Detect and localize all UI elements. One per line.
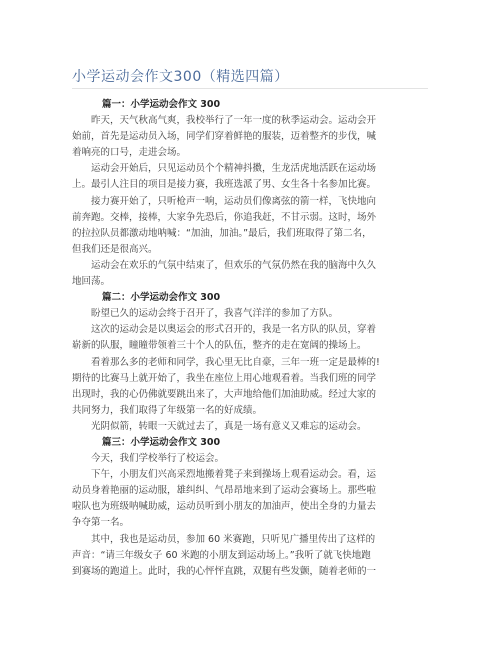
paragraph-line: 光阴似箭，转眼一天就过去了，真是一场有意义又难忘的运动会。 bbox=[91, 420, 367, 432]
paragraph-line: 上。最引人注目的项目是接力赛，我班选派了男、女生各十名参加比赛。 bbox=[72, 179, 377, 191]
title-divider bbox=[72, 88, 428, 89]
paragraph-line: 啦队也为班级呐喊助威，运动员听到小朋友的加油声，使出全身的力量去 bbox=[72, 501, 377, 513]
document-body bbox=[72, 97, 428, 580]
paragraph-line: 地回荡。 bbox=[72, 276, 111, 288]
paragraph-line: 运动会开始后，只见运动员个个精神抖擞，生龙活虎地活跃在运动场 bbox=[91, 163, 377, 175]
paragraph-line: 动员身着艳丽的运动服，雄纠纠、气昂昂地来到了运动会赛场上。那些啦 bbox=[72, 485, 377, 497]
paragraph-line: 前奔跑。交棒，接棒，大家争先恐后，你追我赶，不甘示弱。这时，场外 bbox=[72, 211, 377, 223]
paragraph-line: 其中，我也是运动员，参加 60 米赛跑，只听见广播里传出了这样的 bbox=[91, 533, 376, 545]
paragraph-line: 今天，我们学校举行了校运会。 bbox=[91, 453, 225, 465]
section-heading: 篇三：小学运动会作文 300 bbox=[102, 436, 221, 448]
paragraph-line: 的拉拉队员都激动地呐喊：“加油，加油。”最后，我们班取得了第二名， bbox=[72, 227, 372, 239]
section-heading: 篇一：小学运动会作文 300 bbox=[102, 99, 221, 110]
paragraph-line: 出现时，我的心仍佛就要跳出来了，大声地给他们加油助威。经过大家的 bbox=[72, 388, 377, 400]
paragraph-line: 但我们还是很高兴。 bbox=[72, 243, 158, 255]
paragraph-line: 看着那么多的老师和同学，我心里无比自豪，三年一班一定是最棒的! bbox=[91, 356, 380, 368]
paragraph-line: 运动会在欢乐的气氛中结束了，但欢乐的气氛仍然在我的脑海中久久 bbox=[91, 259, 377, 271]
paragraph-line: 争夺第一名。 bbox=[72, 517, 130, 529]
section-heading: 篇二：小学运动会作文 300 bbox=[102, 292, 221, 304]
paragraph-line: 共同努力，我们取得了年级第一名的好成绩。 bbox=[72, 404, 263, 416]
paragraph-line: 这次的运动会是以奥运会的形式召开的，我是一名方队的队员，穿着 bbox=[91, 324, 377, 336]
paragraph-line: 昨天，天气秋高气爽，我校举行了一年一度的秋季运动会。运动会开 bbox=[91, 115, 377, 127]
paragraph-line: 接力赛开始了，只听枪声一响，运动员们像离弦的箭一样，飞快地向 bbox=[91, 195, 377, 207]
document-title: 小学运动会作文300（精选四篇） bbox=[72, 69, 289, 85]
paragraph-line: 声音：“请三年级女子 60 米跑的小朋友到运动场上。”我听了就飞快地跑 bbox=[72, 549, 371, 561]
paragraph-line: 下午，小朋友们兴高采烈地搬着凳子来到操场上观看运动会。看，运 bbox=[91, 469, 377, 481]
paragraph-line: 着响亮的口号，走进会场。 bbox=[72, 147, 187, 159]
paragraph-line: 始前，首先是运动员入场，同学们穿着鲜艳的服装，迈着整齐的步伐，喊 bbox=[72, 131, 377, 143]
paragraph-line: 盼望已久的运动会终于召开了，我喜气洋洋的参加了方队。 bbox=[91, 308, 339, 320]
paragraph-line: 期待的比赛马上就开始了，我坐在座位上用心地观看着。当我们班的同学 bbox=[72, 372, 377, 384]
paragraph-line: 到赛场的跑道上。此时，我的心怦怦直跳，双腿有些发颤，随着老师的一 bbox=[72, 565, 377, 577]
paragraph-line: 崭新的队服，瞳瞳带领着三十个人的队伍，整齐的走在宽阔的操场上。 bbox=[72, 340, 367, 352]
